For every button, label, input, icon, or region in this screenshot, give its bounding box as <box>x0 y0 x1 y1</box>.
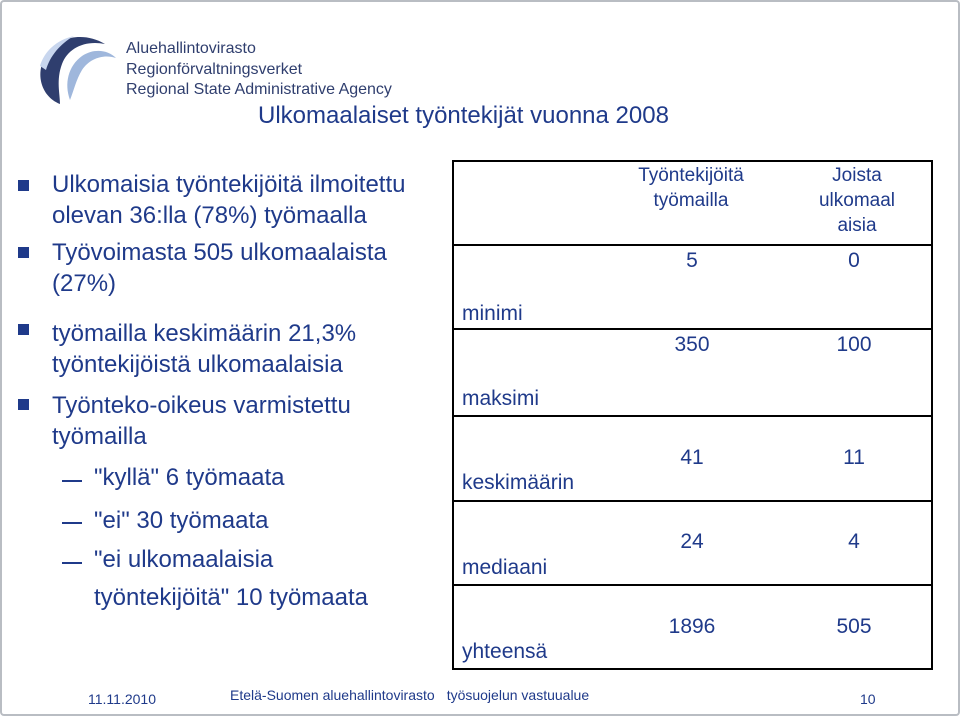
table-border <box>452 415 933 417</box>
sub-bullet-1: "kyllä" 6 työmaata <box>94 464 285 491</box>
row-label: minimi <box>462 302 523 325</box>
table-border <box>452 160 454 670</box>
cell-workers: 1896 <box>668 615 716 638</box>
cell-workers: 5 <box>686 249 698 272</box>
row-label: maksimi <box>462 387 539 410</box>
col-header-workers: Työntekijöitä työmailla <box>638 165 744 211</box>
row-label: mediaani <box>462 556 548 579</box>
footer-organization <box>230 687 601 703</box>
footer-org-name: Etelä-Suomen aluehallintovirasto <box>230 687 435 703</box>
footer-date: 11.11.2010 <box>88 691 156 707</box>
sub-bullet-2: "ei" 30 työmaata <box>94 507 269 534</box>
sub-bullet-dash-icon <box>62 522 82 524</box>
table-border <box>452 584 933 586</box>
cell-foreign: 505 <box>836 615 872 638</box>
bullet-square-icon <box>18 324 29 335</box>
sub-bullet-3: "ei ulkomaalaisia työntekijöitä" 10 työmaata <box>94 546 369 611</box>
logo-text-swedish: Regionförvaltningsverket <box>126 61 303 78</box>
cell-foreign: 100 <box>836 333 872 356</box>
table-border <box>452 160 933 162</box>
bullet-4: Työnteko-oikeus varmistettu työmailla <box>52 392 351 450</box>
bullet-square-icon <box>18 180 29 191</box>
cell-workers: 350 <box>674 333 710 356</box>
bullet-square-icon <box>18 399 29 410</box>
sub-bullet-dash-icon <box>62 480 82 482</box>
cell-workers: 41 <box>680 446 704 469</box>
table-border <box>452 328 933 330</box>
col-header-foreign: Joista ulkomaal aisia <box>818 165 896 236</box>
table-border <box>931 160 933 670</box>
row-label: yhteensä <box>462 640 548 663</box>
table-border <box>452 500 933 502</box>
bullet-3: työmailla keskimäärin 21,3% työntekijöistä ulkomaalaisia <box>52 320 357 378</box>
bullet-square-icon <box>18 247 29 258</box>
slide-title: Ulkomaalaiset työntekijät vuonna 2008 <box>258 102 669 129</box>
cell-foreign: 11 <box>843 446 865 469</box>
sub-bullet-dash-icon <box>62 562 82 564</box>
statistics-table <box>452 160 933 670</box>
logo-text-finnish: Aluehallintovirasto <box>126 40 256 57</box>
cell-foreign: 4 <box>848 530 860 553</box>
page-number: 10 <box>860 691 876 707</box>
agency-logo-icon <box>30 26 120 108</box>
cell-workers: 24 <box>680 530 704 553</box>
table-border <box>452 668 933 670</box>
bullet-1: Ulkomaisia työntekijöitä ilmoitettu olevan 36:lla (78%) työmaalla <box>52 171 406 229</box>
bullet-2: Työvoimasta 505 ulkomaalaista (27%) <box>52 239 387 297</box>
row-label: keskimäärin <box>462 471 575 494</box>
logo-text-english: Regional State Administrative Agency <box>126 81 392 98</box>
cell-foreign: 0 <box>848 249 860 272</box>
footer-unit-name: työsuojelun vastuualue <box>446 687 590 703</box>
table-border <box>452 244 933 246</box>
